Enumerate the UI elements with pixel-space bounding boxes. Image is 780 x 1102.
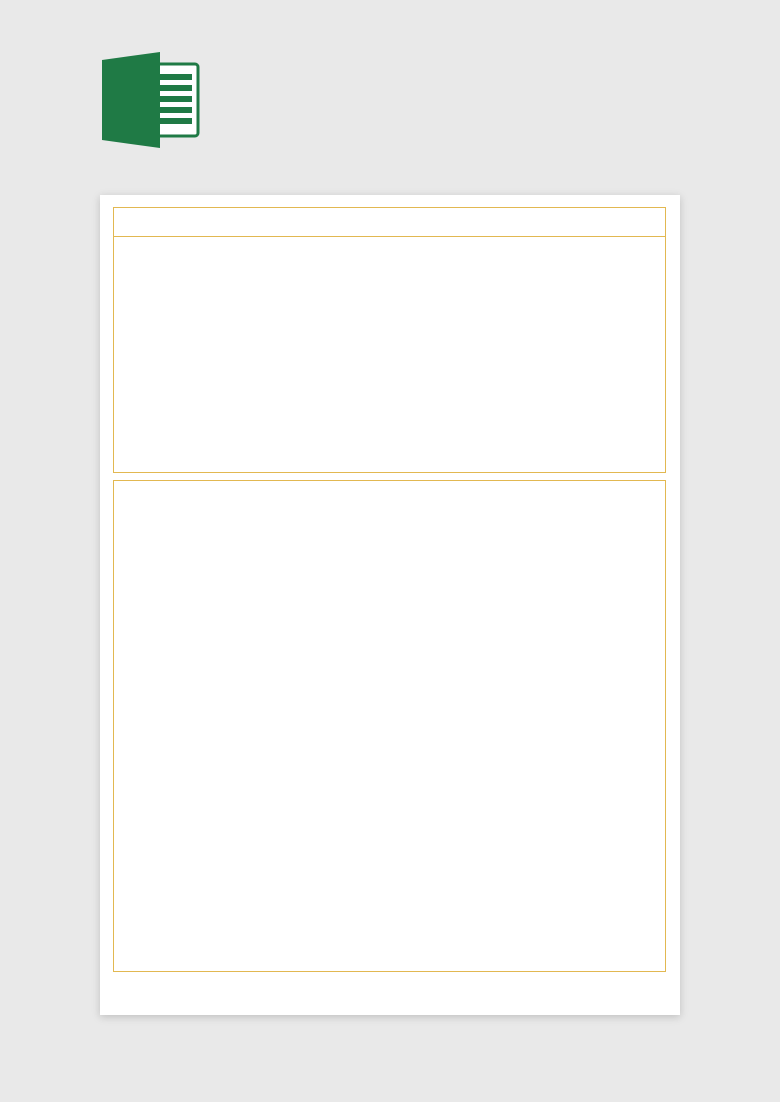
table-title xyxy=(114,208,665,237)
page-title xyxy=(255,60,685,124)
header xyxy=(0,0,780,190)
bar-chart xyxy=(114,481,665,971)
chart-box xyxy=(113,480,666,972)
expense-table-box xyxy=(113,207,666,473)
excel-logo-icon xyxy=(102,52,200,148)
expense-table xyxy=(114,208,665,237)
page-subtitle xyxy=(258,124,688,158)
document-page xyxy=(100,195,680,1015)
